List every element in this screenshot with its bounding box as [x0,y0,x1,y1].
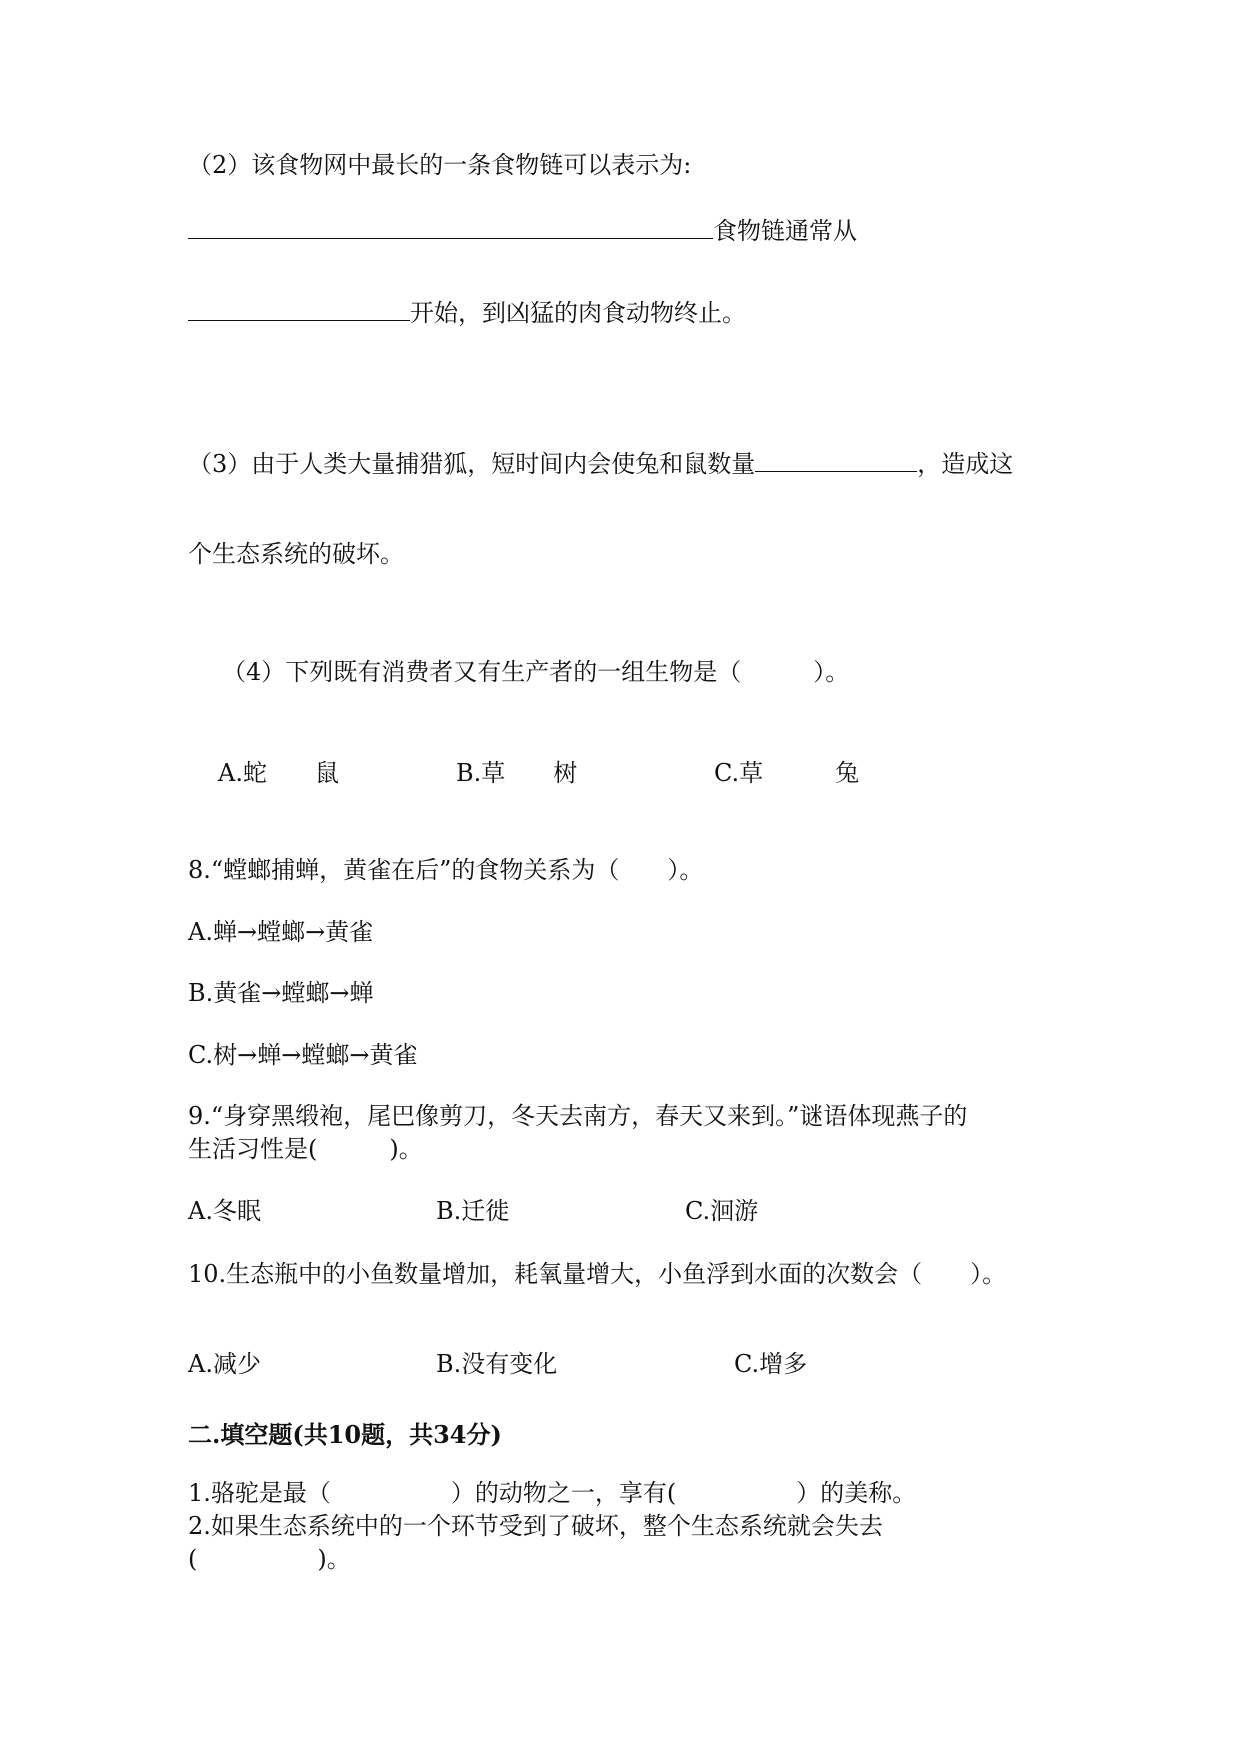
fill-question-1: 1.骆驼是最（ ）的动物之一，享有( ）的美称。 [188,1479,917,1507]
q7-part2-line2-text: 食物链通常从 [713,217,857,245]
q9-option-c[interactable]: C.洄游 [685,1197,759,1225]
q7-part4-option-a[interactable]: A.蛇 鼠 [218,759,339,787]
q8-option-a[interactable]: A.蝉→螳螂→黄雀 [188,918,374,946]
q10-stem: 10.生态瓶中的小鱼数量增加，耗氧量增大，小鱼浮到水面的次数会（ ）。 [188,1260,1007,1288]
q7-part4-stem: （4）下列既有消费者又有生产者的一组生物是（ ）。 [222,658,850,686]
section-heading: 二.填空题(共10题，共34分) [188,1420,502,1449]
q8-option-b[interactable]: B.黄雀→螳螂→蝉 [188,979,374,1007]
q7-part3-tail: ，造成这 [917,450,1014,478]
q7-part4-option-b[interactable]: B.草 树 [456,759,578,787]
q10-option-c[interactable]: C.增多 [734,1350,808,1378]
q9-option-a[interactable]: A.冬眠 [188,1197,261,1225]
q8-option-c[interactable]: C.树→蝉→螳螂→黄雀 [188,1041,418,1069]
fill-question-2-line2: ( )。 [188,1545,351,1573]
q7-part2-line3-text: 开始，到凶猛的肉食动物终止。 [410,299,746,327]
answer-blank[interactable] [188,294,410,321]
q7-part2-stem: （2）该食物网中最长的一条食物链可以表示为: [188,151,692,179]
q10-option-a[interactable]: A.减少 [188,1350,261,1378]
q9-option-b[interactable]: B.迁徙 [436,1197,510,1225]
q9-stem-line1: 9.“身穿黑缎袍，尾巴像剪刀，冬天去南方，春天又来到。”谜语体现燕子的 [188,1102,968,1130]
fill-question-2-line1: 2.如果生态系统中的一个环节受到了破坏，整个生态系统就会失去 [188,1512,883,1540]
q9-stem-line2: 生活习性是( )。 [188,1135,423,1163]
q8-stem: 8.“螳螂捕蝉，黄雀在后”的食物关系为（ ）。 [188,856,704,884]
answer-blank[interactable] [755,445,917,472]
q10-option-b[interactable]: B.没有变化 [436,1350,558,1378]
q7-part4-option-c[interactable]: C.草 兔 [714,759,860,787]
q7-part3-line2: 个生态系统的破坏。 [188,540,404,568]
q7-part3-head: （3）由于人类大量捕猎狐，短时间内会使兔和鼠数量 [188,450,756,478]
q7-part2-line2 [188,212,857,248]
q7-part3-line1 [188,445,1013,481]
q7-part2-line3 [188,294,746,330]
answer-blank[interactable] [188,212,713,239]
